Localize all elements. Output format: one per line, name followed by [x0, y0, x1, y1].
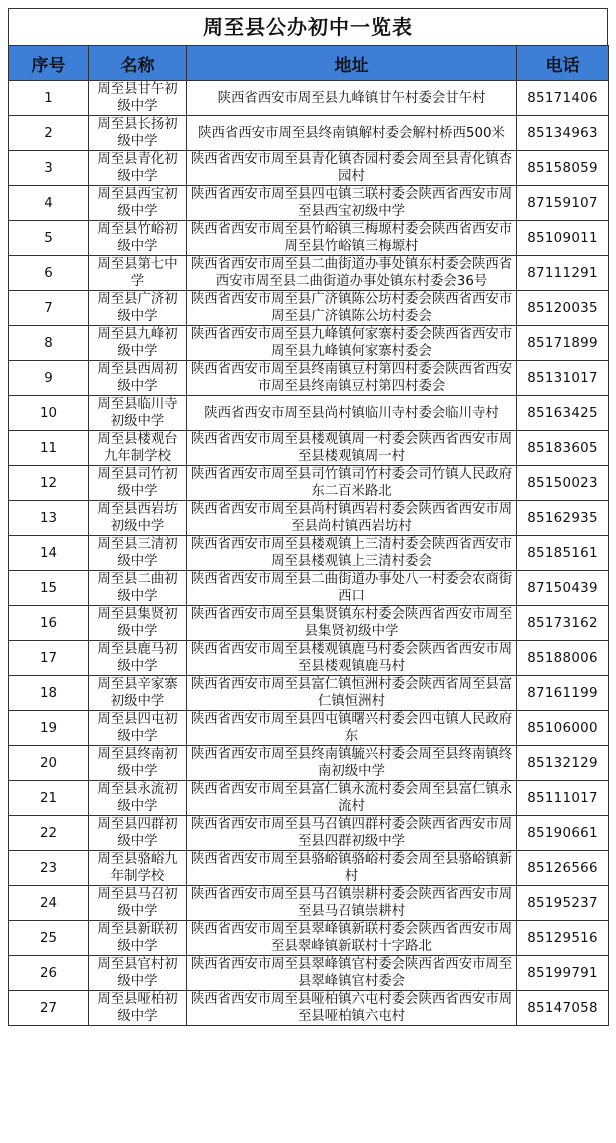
table-row: [9, 676, 609, 711]
row-school-name: 周至县新联初级中学: [89, 921, 187, 956]
row-address: 陕西省西安市周至县九峰镇何家寨村委会陕西省西安市周至县九峰镇何家寨村委会: [187, 326, 517, 361]
row-school-name: 周至县四群初级中学: [89, 816, 187, 851]
row-index: 13: [9, 501, 89, 536]
row-school-name: 周至县辛家寨初级中学: [89, 676, 187, 711]
row-index: 26: [9, 956, 89, 991]
row-school-name: 周至县二曲初级中学: [89, 571, 187, 606]
row-index: 7: [9, 291, 89, 326]
row-address: 陕西省西安市周至县翠峰镇官村委会陕西省西安市周至县翠峰镇官村委会: [187, 956, 517, 991]
school-list-sheet: [8, 8, 608, 1026]
row-address: 陕西省西安市周至县集贤镇东村委会陕西省西安市周至县集贤初级中学: [187, 606, 517, 641]
row-index: 6: [9, 256, 89, 291]
row-school-name: 周至县广济初级中学: [89, 291, 187, 326]
table-row: [9, 851, 609, 886]
row-school-name: 周至县第七中学: [89, 256, 187, 291]
row-address: 陕西省西安市周至县尚村镇临川寺村委会临川寺村: [187, 396, 517, 431]
row-address: 陕西省西安市周至县司竹镇司竹村委会司竹镇人民政府东二百米路北: [187, 466, 517, 501]
row-address: 陕西省西安市周至县尚村镇西岩村委会陕西省西安市周至县尚村镇西岩坊村: [187, 501, 517, 536]
row-school-name: 周至县长扬初级中学: [89, 116, 187, 151]
header-address: 地址: [187, 46, 517, 81]
row-phone: 85185161: [517, 536, 609, 571]
row-school-name: 周至县马召初级中学: [89, 886, 187, 921]
row-phone: 85131017: [517, 361, 609, 396]
row-school-name: 周至县楼观台九年制学校: [89, 431, 187, 466]
row-address: 陕西省西安市周至县马召镇崇耕村委会陕西省西安市周至县马召镇崇耕村: [187, 886, 517, 921]
table-row: [9, 361, 609, 396]
row-school-name: 周至县甘午初级中学: [89, 81, 187, 116]
row-address: 陕西省西安市周至县二曲街道办事处八一村委会农商街西口: [187, 571, 517, 606]
row-address: 陕西省西安市周至县骆峪镇骆峪村委会周至县骆峪镇新村: [187, 851, 517, 886]
row-phone: 85150023: [517, 466, 609, 501]
row-address: 陕西省西安市周至县四屯镇曙兴村委会四屯镇人民政府东: [187, 711, 517, 746]
row-index: 8: [9, 326, 89, 361]
row-index: 20: [9, 746, 89, 781]
table-row: [9, 326, 609, 361]
row-school-name: 周至县九峰初级中学: [89, 326, 187, 361]
table-row: [9, 711, 609, 746]
table-header-row: [9, 46, 609, 81]
row-school-name: 周至县西宝初级中学: [89, 186, 187, 221]
row-phone: 85199791: [517, 956, 609, 991]
row-phone: 85129516: [517, 921, 609, 956]
row-index: 21: [9, 781, 89, 816]
row-address: 陕西省西安市周至县九峰镇甘午村委会甘午村: [187, 81, 517, 116]
row-index: 14: [9, 536, 89, 571]
row-index: 11: [9, 431, 89, 466]
header-index: 序号: [9, 46, 89, 81]
row-school-name: 周至县青化初级中学: [89, 151, 187, 186]
row-address: 陕西省西安市周至县广济镇陈公坊村委会陕西省西安市周至县广济镇陈公坊村委会: [187, 291, 517, 326]
row-phone: 85171899: [517, 326, 609, 361]
row-phone: 85120035: [517, 291, 609, 326]
row-phone: 85147058: [517, 991, 609, 1026]
table-row: [9, 536, 609, 571]
row-phone: 85162935: [517, 501, 609, 536]
table-body: [9, 81, 609, 1026]
row-school-name: 周至县西周初级中学: [89, 361, 187, 396]
row-phone: 87150439: [517, 571, 609, 606]
row-index: 27: [9, 991, 89, 1026]
row-phone: 85183605: [517, 431, 609, 466]
row-phone: 85109011: [517, 221, 609, 256]
row-phone: 85134963: [517, 116, 609, 151]
row-address: 陕西省西安市周至县四屯镇三联村委会陕西省西安市周至县西宝初级中学: [187, 186, 517, 221]
table-row: [9, 991, 609, 1026]
row-phone: 85163425: [517, 396, 609, 431]
row-index: 2: [9, 116, 89, 151]
row-index: 17: [9, 641, 89, 676]
row-school-name: 周至县永流初级中学: [89, 781, 187, 816]
row-address: 陕西省西安市周至县终南镇豆村第四村委会陕西省西安市周至县终南镇豆村第四村委会: [187, 361, 517, 396]
table-row: [9, 781, 609, 816]
row-index: 15: [9, 571, 89, 606]
row-index: 23: [9, 851, 89, 886]
row-school-name: 周至县西岩坊初级中学: [89, 501, 187, 536]
table-row: [9, 746, 609, 781]
row-index: 22: [9, 816, 89, 851]
row-index: 10: [9, 396, 89, 431]
row-school-name: 周至县鹿马初级中学: [89, 641, 187, 676]
row-school-name: 周至县集贤初级中学: [89, 606, 187, 641]
row-index: 16: [9, 606, 89, 641]
row-address: 陕西省西安市周至县富仁镇永流村委会周至县富仁镇永流村: [187, 781, 517, 816]
row-index: 12: [9, 466, 89, 501]
table-row: [9, 81, 609, 116]
table-row: [9, 571, 609, 606]
row-phone: 85171406: [517, 81, 609, 116]
table-row: [9, 956, 609, 991]
table-row: [9, 606, 609, 641]
table-row: [9, 396, 609, 431]
table-row: [9, 431, 609, 466]
row-school-name: 周至县司竹初级中学: [89, 466, 187, 501]
table-row: [9, 921, 609, 956]
row-index: 19: [9, 711, 89, 746]
row-school-name: 周至县官村初级中学: [89, 956, 187, 991]
table-row: [9, 116, 609, 151]
row-index: 25: [9, 921, 89, 956]
row-phone: 85173162: [517, 606, 609, 641]
row-address: 陕西省西安市周至县楼观镇鹿马村委会陕西省西安市周至县楼观镇鹿马村: [187, 641, 517, 676]
row-index: 24: [9, 886, 89, 921]
row-school-name: 周至县骆峪九年制学校: [89, 851, 187, 886]
row-index: 3: [9, 151, 89, 186]
row-school-name: 周至县哑柏初级中学: [89, 991, 187, 1026]
row-index: 4: [9, 186, 89, 221]
table-row: [9, 221, 609, 256]
row-phone: 85190661: [517, 816, 609, 851]
table-row: [9, 641, 609, 676]
row-address: 陕西省西安市周至县翠峰镇新联村委会陕西省西安市周至县翠峰镇新联村十字路北: [187, 921, 517, 956]
row-address: 陕西省西安市周至县终南镇毓兴村委会周至县终南镇终南初级中学: [187, 746, 517, 781]
table-row: [9, 186, 609, 221]
row-index: 9: [9, 361, 89, 396]
row-address: 陕西省西安市周至县楼观镇上三清村委会陕西省西安市周至县楼观镇上三清村委会: [187, 536, 517, 571]
row-phone: 85111017: [517, 781, 609, 816]
row-phone: 85158059: [517, 151, 609, 186]
header-name: 名称: [89, 46, 187, 81]
school-table: [8, 45, 609, 1026]
row-phone: 85106000: [517, 711, 609, 746]
table-row: [9, 816, 609, 851]
row-phone: 87159107: [517, 186, 609, 221]
row-school-name: 周至县竹峪初级中学: [89, 221, 187, 256]
row-address: 陕西省西安市周至县二曲街道办事处镇东村委会陕西省西安市周至县二曲街道办事处镇东村委会36号: [187, 256, 517, 291]
row-school-name: 周至县四屯初级中学: [89, 711, 187, 746]
row-phone: 85126566: [517, 851, 609, 886]
table-row: [9, 886, 609, 921]
row-index: 18: [9, 676, 89, 711]
table-row: [9, 291, 609, 326]
row-phone: 87111291: [517, 256, 609, 291]
row-phone: 85132129: [517, 746, 609, 781]
table-row: [9, 151, 609, 186]
row-index: 5: [9, 221, 89, 256]
row-address: 陕西省西安市周至县楼观镇周一村委会陕西省西安市周至县楼观镇周一村: [187, 431, 517, 466]
row-phone: 85195237: [517, 886, 609, 921]
table-row: [9, 256, 609, 291]
table-row: [9, 501, 609, 536]
row-address: 陕西省西安市周至县马召镇四群村委会陕西省西安市周至县四群初级中学: [187, 816, 517, 851]
row-phone: 85188006: [517, 641, 609, 676]
table-row: [9, 466, 609, 501]
row-phone: 87161199: [517, 676, 609, 711]
row-address: 陕西省西安市周至县富仁镇恒洲村委会陕西省周至县富仁镇恒洲村: [187, 676, 517, 711]
page-title: 周至县公办初中一览表: [8, 8, 608, 45]
row-index: 1: [9, 81, 89, 116]
row-school-name: 周至县三清初级中学: [89, 536, 187, 571]
row-address: 陕西省西安市周至县青化镇杏园村委会周至县青化镇杏园村: [187, 151, 517, 186]
row-address: 陕西省西安市周至县终南镇解村委会解村桥西500米: [187, 116, 517, 151]
row-address: 陕西省西安市周至县竹峪镇三梅塬村委会陕西省西安市周至县竹峪镇三梅塬村: [187, 221, 517, 256]
header-phone: 电话: [517, 46, 609, 81]
row-school-name: 周至县终南初级中学: [89, 746, 187, 781]
row-school-name: 周至县临川寺初级中学: [89, 396, 187, 431]
row-address: 陕西省西安市周至县哑柏镇六屯村委会陕西省西安市周至县哑柏镇六屯村: [187, 991, 517, 1026]
